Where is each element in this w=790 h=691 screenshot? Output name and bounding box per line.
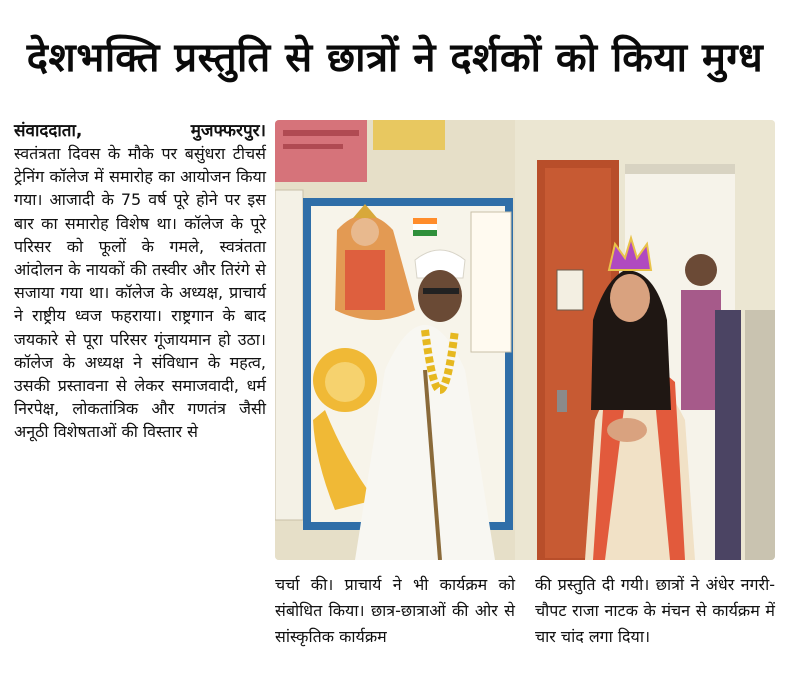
article-column-left: स्वतंत्रता दिवस के मौके पर बसुंधरा टीचर्स ट्रेनिंग कॉलेज में समारोह का आयोजन किया गया। आजादी के 75 वर्ष पूरे होने पर इस बार का समारोह विशेष था। कॉलेज के पूरे परिसर को फूलों के गमले, स्वत्रंतता आंदोलन के नायकों की तस्वीर और तिरंगे से सजाया गया था। कॉलेज के अध्यक्ष, प्राचार्य ने राष्ट्रीय ध्वज फहराया। राष्ट्रगान के बाद जयकारे से पूरा परिसर गूंजायमान हो उठा। कॉलेज के अध्यक्ष ने संविधान के महत्व, उसकी प्रस्तावना से लेकर समाजवादी, धर्म निरपेक्ष, लोकतांत्रिक और गणतंत्र जैसी अनूठी विशेषताओं की विस्तार से	[14, 144, 266, 442]
article-column-middle: चर्चा की। प्राचार्य ने भी कार्यक्रम को संबोधित किया। छात्र-छात्राओं की ओर से सांस्कृतिक कार्यक्रम	[275, 575, 515, 646]
article-column-right: की प्रस्तुति दी गयी। छात्रों ने अंधेर नगरी-चौपट राजा नाटक के मंचन से कार्यक्रम में चार चांद लगा दिया।	[535, 575, 775, 646]
byline-reporter: संवाददाता,	[14, 121, 83, 141]
byline-place: मुजफ्फरपुर।	[190, 121, 266, 141]
byline	[14, 118, 266, 141]
news-photo-illustration	[275, 120, 775, 560]
news-photo	[275, 120, 775, 560]
headline: देशभक्ति प्रस्तुति से छात्रों ने दर्शकों को किया मुग्ध	[26, 35, 764, 81]
